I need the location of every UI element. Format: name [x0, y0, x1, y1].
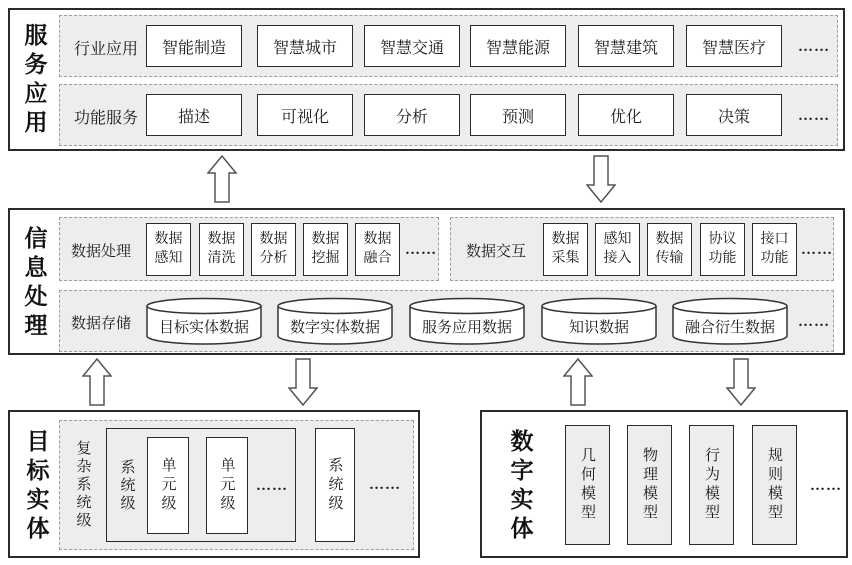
service-application-band — [8, 8, 845, 151]
data-processing-ellipsis: …… — [405, 241, 437, 258]
function-service-row — [59, 84, 838, 146]
unit-level-ellipsis: …… — [256, 477, 288, 494]
function-item-describe: 描述 — [146, 94, 242, 136]
storage-cylinder-service-application-data: 服务应用数据 — [408, 297, 526, 346]
interaction-item-data-collection: 数据采集 — [543, 223, 588, 276]
data-interaction-group — [450, 217, 834, 281]
complex-system-level-group — [59, 420, 414, 550]
industry-application-row-label: 行业应用 — [74, 40, 139, 58]
unit-level-box: 单元级 — [147, 437, 189, 534]
interaction-item-protocol-function: 协议功能 — [700, 223, 745, 276]
function-item-visualize: 可视化 — [257, 94, 353, 136]
processing-item-data-sensing: 数据感知 — [146, 223, 191, 276]
industry-item-smart-manufacturing: 智能制造 — [146, 25, 242, 67]
interaction-item-sensing-access: 感知接入 — [595, 223, 640, 276]
up-arrow-icon — [82, 358, 112, 406]
processing-item-data-fusion: 数据融合 — [355, 223, 400, 276]
target-entity-ellipsis: …… — [369, 476, 401, 493]
processing-item-data-analysis: 数据分析 — [251, 223, 296, 276]
data-interaction-label: 数据交互 — [466, 243, 527, 260]
behavior-model-box: 行为模型 — [689, 425, 734, 545]
service-application-label: 服务应用 — [21, 23, 47, 139]
function-item-optimize: 优化 — [578, 94, 674, 136]
system-level-groupbox — [106, 428, 296, 542]
processing-item-data-mining: 数据挖掘 — [303, 223, 348, 276]
target-entity-band — [8, 410, 420, 558]
information-processing-band — [8, 208, 845, 355]
data-processing-group — [59, 217, 439, 281]
physical-model-box: 物理模型 — [627, 425, 672, 545]
industry-item-smart-energy: 智慧能源 — [470, 25, 566, 67]
system-level-group-label: 系统级 — [118, 459, 135, 513]
down-arrow-icon — [288, 358, 318, 406]
industry-row-ellipsis: …… — [798, 38, 830, 55]
function-row-ellipsis: …… — [798, 107, 830, 124]
industry-item-smart-transport: 智慧交通 — [364, 25, 460, 67]
up-arrow-icon — [207, 155, 237, 203]
storage-cylinder-target-entity-data: 目标实体数据 — [145, 297, 263, 346]
industry-item-smart-city: 智慧城市 — [257, 25, 353, 67]
storage-cylinder-knowledge-data: 知识数据 — [540, 297, 658, 346]
digital-entity-label: 数字实体 — [507, 429, 533, 545]
target-entity-label: 目标实体 — [23, 429, 49, 545]
interaction-item-data-transmission: 数据传输 — [647, 223, 692, 276]
industry-item-smart-building: 智慧建筑 — [578, 25, 674, 67]
function-item-analyze: 分析 — [364, 94, 460, 136]
processing-item-data-cleaning: 数据清洗 — [199, 223, 244, 276]
system-level-box: 系统级 — [315, 428, 355, 542]
digital-entity-ellipsis: …… — [810, 477, 842, 494]
function-item-predict: 预测 — [470, 94, 566, 136]
function-item-decide: 决策 — [686, 94, 782, 136]
digital-entity-band — [480, 410, 848, 558]
function-service-row-label: 功能服务 — [74, 109, 139, 127]
unit-level-box: 单元级 — [206, 437, 248, 534]
data-interaction-ellipsis: …… — [801, 241, 833, 258]
up-arrow-icon — [563, 358, 593, 406]
industry-item-smart-healthcare: 智慧医疗 — [686, 25, 782, 67]
data-storage-group — [59, 290, 834, 352]
data-storage-ellipsis: …… — [798, 313, 830, 330]
storage-cylinder-fusion-derived-data: 融合衍生数据 — [671, 297, 789, 346]
down-arrow-icon — [726, 358, 756, 406]
interaction-item-interface-function: 接口功能 — [752, 223, 797, 276]
storage-cylinder-digital-entity-data: 数字实体数据 — [276, 297, 394, 346]
industry-application-row — [59, 15, 838, 77]
rule-model-box: 规则模型 — [752, 425, 797, 545]
geometric-model-box: 几何模型 — [565, 425, 610, 545]
down-arrow-icon — [586, 155, 616, 203]
complex-system-level-label: 复杂系统级 — [74, 440, 91, 530]
data-storage-label: 数据存储 — [71, 315, 132, 332]
data-processing-label: 数据处理 — [71, 243, 132, 260]
information-processing-label: 信息处理 — [21, 226, 47, 342]
